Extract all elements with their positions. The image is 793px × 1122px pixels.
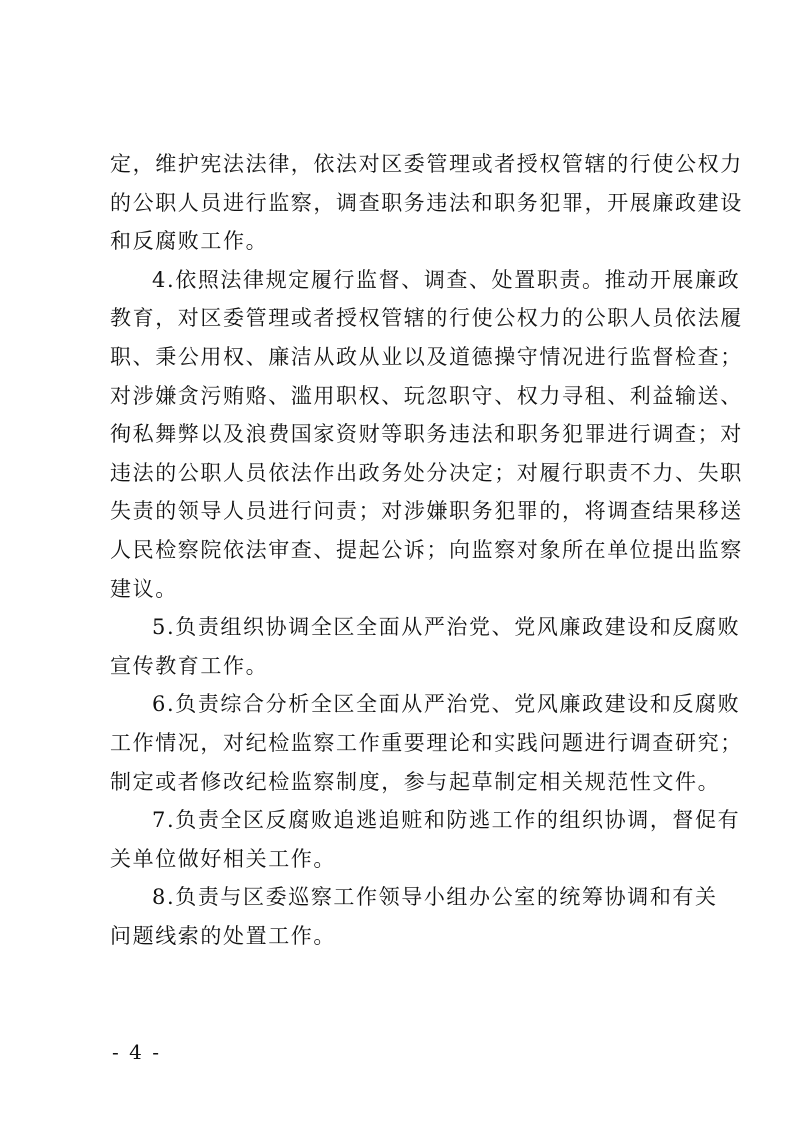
- text-line: 问题线索的处置工作。: [110, 923, 336, 948]
- text-line: 4.依照法律规定履行监督、调查、处置职责。推动开展廉政: [152, 267, 741, 292]
- paragraph-item-4: [110, 261, 743, 608]
- text-line: 7.负责全区反腐败追逃追赃和防逃工作的组织协调，督促有: [152, 808, 741, 833]
- text-line: 工作情况，对纪检监察工作重要理论和实践问题进行调查研究；: [110, 730, 743, 755]
- document-body: [110, 145, 743, 955]
- paragraph-item-6: [110, 685, 743, 801]
- paragraph-item-8: [110, 878, 718, 955]
- page-number: - 4 -: [112, 1040, 161, 1064]
- text-line: 人民检察院依法审查、提起公诉；向监察对象所在单位提出监察: [110, 537, 743, 562]
- text-line: 徇私舞弊以及浪费国家资财等职务违法和职务犯罪进行调查；对: [110, 422, 743, 447]
- paragraph-item-7: [110, 801, 741, 878]
- text-line: 定，维护宪法法律，依法对区委管理或者授权管辖的行使公权力: [110, 152, 743, 176]
- text-line: 建议。: [110, 576, 178, 601]
- text-line: 8.负责与区委巡察工作领导小组办公室的统筹协调和有关: [152, 885, 718, 910]
- text-line: 5.负责组织协调全区全面从严治党、党风廉政建设和反腐败: [152, 615, 741, 640]
- text-line: 6.负责综合分析全区全面从严治党、党风廉政建设和反腐败: [152, 692, 741, 717]
- text-line: 职、秉公用权、廉洁从政从业以及道德操守情况进行监督检查；: [110, 344, 743, 369]
- paragraph-continuation: [110, 145, 743, 261]
- text-line: 关单位做好相关工作。: [110, 846, 336, 871]
- text-line: 违法的公职人员依法作出政务处分决定；对履行职责不力、失职: [110, 460, 743, 485]
- text-line: 对涉嫌贪污贿赂、滥用职权、玩忽职守、权力寻租、利益输送、: [110, 383, 743, 408]
- text-line: 宣传教育工作。: [110, 653, 269, 678]
- text-line: 制定或者修改纪检监察制度，参与起草制定相关规范性文件。: [110, 769, 721, 794]
- text-line: 教育，对区委管理或者授权管辖的行使公权力的公职人员依法履: [110, 306, 743, 331]
- paragraph-item-5: [110, 608, 741, 685]
- text-line: 失责的领导人员进行问责；对涉嫌职务犯罪的，将调查结果移送: [110, 499, 743, 524]
- text-line: 的公职人员进行监察，调查职务违法和职务犯罪，开展廉政建设: [110, 190, 743, 215]
- text-line: 和反腐败工作。: [110, 229, 269, 254]
